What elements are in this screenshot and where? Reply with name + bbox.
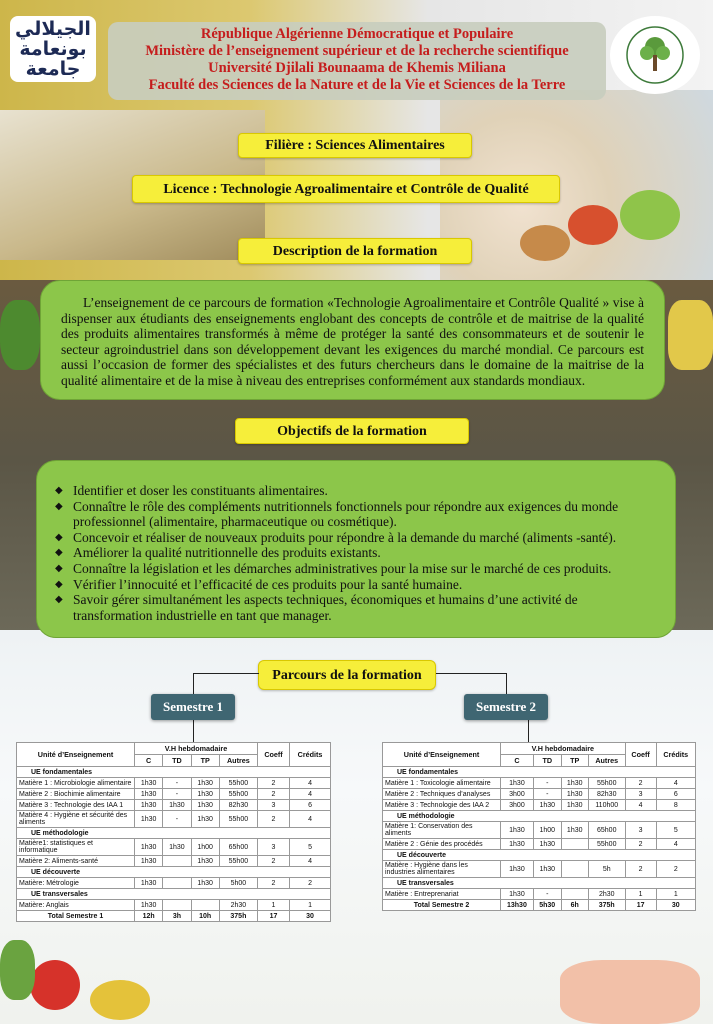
table-group-row (383, 811, 696, 822)
cell-c: 3h00 (501, 800, 534, 811)
tree-icon (625, 25, 685, 85)
cell-c: 1h30 (135, 811, 163, 828)
table-row (17, 856, 331, 867)
cell-tp: 6h (561, 900, 588, 911)
cell-credits: 1 (656, 889, 695, 900)
cell-autres: 55h00 (588, 839, 625, 850)
cell-name: Total Semestre 2 (383, 900, 501, 911)
description-title: Description de la formation (238, 238, 472, 264)
cell-coeff: 2 (257, 811, 289, 828)
cell-autres: 375h (588, 900, 625, 911)
cell-c: 3h00 (501, 789, 534, 800)
cell-coeff: 2 (625, 839, 656, 850)
filiere-label: Filière : Sciences Alimentaires (238, 133, 472, 158)
cell-autres: 82h30 (219, 800, 257, 811)
semestre1-table (16, 742, 331, 922)
cell-c: 1h30 (135, 900, 163, 911)
col-header-tp: TP (561, 755, 588, 767)
table-row (383, 861, 696, 878)
cell-tp: 1h30 (561, 822, 588, 839)
table-row (17, 778, 331, 789)
cell-credits: 4 (656, 778, 695, 789)
cell-td: 1h30 (533, 839, 561, 850)
cell-name: Matière 4 : Hygiène et sécurité des aliments (17, 811, 135, 828)
pepper-decoration (0, 940, 35, 1000)
col-header-ue: Unité d’Enseignement (17, 743, 135, 767)
header-line: Université Djilali Bounaama de Khemis Miliana (208, 60, 506, 76)
apple-decoration (620, 190, 680, 240)
col-header-credits: Crédits (290, 743, 331, 767)
cell-tp (561, 839, 588, 850)
cell-autres: 375h (219, 911, 257, 922)
cell-c: 1h30 (501, 839, 534, 850)
cell-autres: 2h30 (588, 889, 625, 900)
logo-text: الجيلالي (15, 18, 91, 40)
header-line: Ministère de l’enseignement supérieur et de la recherche scientifique (145, 43, 569, 59)
cell-coeff: 2 (625, 861, 656, 878)
cell-c: 1h30 (135, 856, 163, 867)
col-header-coeff: Coeff (625, 743, 656, 767)
cell-autres: 110h00 (588, 800, 625, 811)
cell-name: Matière 2 : Biochimie alimentaire (17, 789, 135, 800)
cell-credits: 2 (656, 861, 695, 878)
col-header-autres: Autres (588, 755, 625, 767)
licence-label: Licence : Technologie Agroalimentaire et Contrôle de Qualité (132, 175, 560, 203)
cell-autres: 5h00 (219, 878, 257, 889)
cell-name: Matière 2 : Génie des procédés (383, 839, 501, 850)
cell-coeff: 1 (257, 900, 289, 911)
cell-td: - (163, 778, 191, 789)
cell-autres: 5h (588, 861, 625, 878)
col-header-credits: Crédits (656, 743, 695, 767)
cell-tp: 1h30 (561, 789, 588, 800)
col-header-ue: Unité d’Enseignement (383, 743, 501, 767)
col-header-td: TD (533, 755, 561, 767)
objectif-item: ◆ Identifier et doser les constituants alimentaires. (55, 483, 655, 499)
cell-coeff: 2 (257, 878, 289, 889)
cell-td: 5h30 (533, 900, 561, 911)
group-label: UE découverte (383, 850, 696, 861)
cell-td (163, 900, 191, 911)
cell-tp: 1h30 (191, 778, 219, 789)
cell-name: Matière 2 : Techniques d’analyses (383, 789, 501, 800)
cell-name: Matière 1 : Toxicologie alimentaire (383, 778, 501, 789)
col-header-c: C (501, 755, 534, 767)
cell-autres: 55h00 (219, 778, 257, 789)
potato-decoration (520, 225, 570, 261)
connector-line (436, 673, 506, 674)
table-group-row (383, 767, 696, 778)
cell-coeff: 2 (625, 778, 656, 789)
cell-c: 1h30 (501, 822, 534, 839)
cell-autres: 55h00 (588, 778, 625, 789)
cell-name: Matière 3 : Technologie des IAA 2 (383, 800, 501, 811)
cell-td: - (163, 811, 191, 828)
cell-credits: 5 (656, 822, 695, 839)
cell-name: Matière : Hygiène dans les industries alimentaires (383, 861, 501, 878)
faculty-logo (610, 16, 700, 94)
cell-coeff: 3 (625, 789, 656, 800)
group-label: UE fondamentales (17, 767, 331, 778)
connector-line (193, 673, 259, 695)
cell-coeff: 2 (257, 856, 289, 867)
cell-td: 1h30 (533, 800, 561, 811)
header-line: République Algérienne Démocratique et Populaire (200, 26, 514, 42)
cell-td: 3h (163, 911, 191, 922)
group-label: UE transversales (17, 889, 331, 900)
description-text: L’enseignement de ce parcours de formation «Technologie Agroalimentaire et Contrôle Qualité » vise à dispenser aux étudiants des enseignements englobant des concepts de contrôle et de maitrise de la qualité des produits alimentaires transformés à même de protéger la santé des consommateurs et de soutenir le secteur agroindustriel dans son développement devant les exigences du marché mondial. Ce parcours est aussi l’occasion de former des spécialistes et des futurs chercheurs dans le domaine de la maitrise de la qualité alimentaire et de la mise à niveau des entreprises conformément aux standards mondiaux. (40, 280, 665, 400)
cell-c: 1h30 (135, 789, 163, 800)
logo-text: جامعة (25, 58, 81, 80)
tomato-decoration (568, 205, 618, 245)
group-label: UE découverte (17, 867, 331, 878)
cell-tp: 1h30 (191, 789, 219, 800)
cell-credits: 30 (290, 911, 331, 922)
semestre2-label: Semestre 2 (464, 694, 548, 720)
col-header-c: C (135, 755, 163, 767)
cell-tp: 1h30 (191, 856, 219, 867)
fruit-bottom-decoration (90, 980, 150, 1020)
cell-name: Total Semestre 1 (17, 911, 135, 922)
cell-c: 1h30 (135, 800, 163, 811)
cell-td: 1h30 (533, 861, 561, 878)
semestre1-label: Semestre 1 (151, 694, 235, 720)
parcours-title: Parcours de la formation (258, 660, 436, 690)
group-label: UE méthodologie (17, 828, 331, 839)
corn-decoration (668, 300, 713, 370)
cell-c: 1h30 (135, 878, 163, 889)
objectif-item: ◆ Vérifier l’innocuité et l’efficacité de ces produits pour la santé humaine. (55, 577, 655, 593)
cell-td: 1h30 (163, 800, 191, 811)
group-label: UE méthodologie (383, 811, 696, 822)
semestre2-table (382, 742, 696, 911)
cell-coeff: 3 (257, 839, 289, 856)
cell-coeff: 4 (625, 800, 656, 811)
cell-tp (191, 900, 219, 911)
cell-name: Matière : Entreprenariat (383, 889, 501, 900)
cell-td: 1h00 (533, 822, 561, 839)
cell-c: 1h30 (135, 839, 163, 856)
cell-tp: 1h30 (561, 800, 588, 811)
connector-line (528, 718, 529, 742)
cell-credits: 6 (290, 800, 331, 811)
cell-credits: 8 (656, 800, 695, 811)
table-row (17, 900, 331, 911)
cell-credits: 6 (656, 789, 695, 800)
connector-line (506, 673, 507, 695)
objectifs-title: Objectifs de la formation (235, 418, 469, 444)
cell-td: - (533, 778, 561, 789)
table-row (17, 878, 331, 889)
cell-coeff: 2 (257, 778, 289, 789)
cell-tp: 1h30 (191, 800, 219, 811)
cell-coeff: 17 (625, 900, 656, 911)
table-row (383, 889, 696, 900)
table-row (17, 800, 331, 811)
table-total-row (17, 911, 331, 922)
col-header-tp: TP (191, 755, 219, 767)
cell-credits: 4 (290, 856, 331, 867)
table-total-row (383, 900, 696, 911)
table-group-row (17, 867, 331, 878)
cell-autres: 82h30 (588, 789, 625, 800)
cell-td: - (163, 789, 191, 800)
cell-tp: 1h00 (191, 839, 219, 856)
table-row (383, 800, 696, 811)
cell-name: Matière1: statistiques et informatique (17, 839, 135, 856)
table-row (383, 839, 696, 850)
table-group-row (17, 767, 331, 778)
university-logo (10, 16, 96, 82)
cell-tp (561, 889, 588, 900)
cell-autres: 55h00 (219, 856, 257, 867)
cell-c: 12h (135, 911, 163, 922)
meat-sample-decoration (560, 960, 700, 1024)
cell-credits: 30 (656, 900, 695, 911)
cell-credits: 4 (290, 778, 331, 789)
cell-credits: 5 (290, 839, 331, 856)
objectifs-box (36, 460, 676, 638)
cell-c: 1h30 (501, 778, 534, 789)
table-row (17, 789, 331, 800)
table-group-row (17, 889, 331, 900)
cell-tp: 1h30 (191, 811, 219, 828)
group-label: UE fondamentales (383, 767, 696, 778)
cell-credits: 1 (290, 900, 331, 911)
cell-name: Matière 1 : Microbiologie alimentaire (17, 778, 135, 789)
cell-coeff: 1 (625, 889, 656, 900)
cell-td (163, 856, 191, 867)
connector-line (193, 718, 194, 742)
cell-autres: 55h00 (219, 789, 257, 800)
table-group-row (17, 828, 331, 839)
cell-name: Matière 1: Conservation des aliments (383, 822, 501, 839)
tomato-bottom-decoration (30, 960, 80, 1010)
col-header-autres: Autres (219, 755, 257, 767)
cell-td: 1h30 (163, 839, 191, 856)
table-group-row (383, 878, 696, 889)
group-label: UE transversales (383, 878, 696, 889)
vegetable-decoration-left (0, 300, 40, 370)
table-row (383, 822, 696, 839)
col-header-coeff: Coeff (257, 743, 289, 767)
table-row (17, 811, 331, 828)
cell-coeff: 17 (257, 911, 289, 922)
objectifs-list (55, 483, 655, 623)
objectif-item: ◆ Savoir gérer simultanément les aspects techniques, économiques et humains d’une activité de transformation industrielle en tant que manager. (55, 592, 655, 623)
cell-credits: 4 (656, 839, 695, 850)
cell-name: Matière 2: Aliments-santé (17, 856, 135, 867)
cell-coeff: 3 (625, 822, 656, 839)
header-institution (108, 22, 606, 100)
cell-name: Matière: Métrologie (17, 878, 135, 889)
cell-name: Matière 3 : Technologie des IAA 1 (17, 800, 135, 811)
cell-credits: 4 (290, 789, 331, 800)
cell-c: 1h30 (501, 889, 534, 900)
header-line: Faculté des Sciences de la Nature et de la Vie et Sciences de la Terre (148, 77, 566, 93)
cell-tp: 1h30 (191, 878, 219, 889)
cell-coeff: 3 (257, 800, 289, 811)
objectif-item: ◆ Améliorer la qualité nutritionnelle des produits existants. (55, 545, 655, 561)
cell-tp: 1h30 (561, 778, 588, 789)
table-row (17, 839, 331, 856)
cell-c: 1h30 (501, 861, 534, 878)
cell-autres: 2h30 (219, 900, 257, 911)
logo-text: بونعامة (19, 38, 87, 60)
cell-c: 13h30 (501, 900, 534, 911)
cell-autres: 65h00 (588, 822, 625, 839)
cell-tp: 10h (191, 911, 219, 922)
cell-c: 1h30 (135, 778, 163, 789)
table-row (383, 778, 696, 789)
cell-td: - (533, 789, 561, 800)
table-row (383, 789, 696, 800)
objectif-item: ◆ Concevoir et réaliser de nouveaux produits pour répondre à la demande du marché (aliments -santé). (55, 530, 655, 546)
cell-autres: 65h00 (219, 839, 257, 856)
objectif-item: ◆ Connaître la législation et les démarches administratives pour la mise sur le marché de ces produits. (55, 561, 655, 577)
connector-line (193, 673, 194, 695)
cell-name: Matière: Anglais (17, 900, 135, 911)
cell-autres: 55h00 (219, 811, 257, 828)
cell-credits: 2 (290, 878, 331, 889)
cell-tp (561, 861, 588, 878)
cell-coeff: 2 (257, 789, 289, 800)
cell-td (163, 878, 191, 889)
col-header-vh: V.H hebdomadaire (135, 743, 258, 755)
col-header-td: TD (163, 755, 191, 767)
col-header-vh: V.H hebdomadaire (501, 743, 626, 755)
cell-credits: 4 (290, 811, 331, 828)
cell-td: - (533, 889, 561, 900)
objectif-item: ◆ Connaître le rôle des compléments nutritionnels fonctionnels pour répondre aux exigences du monde professionnel (alimentaire, pharmaceutique ou cosmétique). (55, 499, 655, 530)
table-group-row (383, 850, 696, 861)
